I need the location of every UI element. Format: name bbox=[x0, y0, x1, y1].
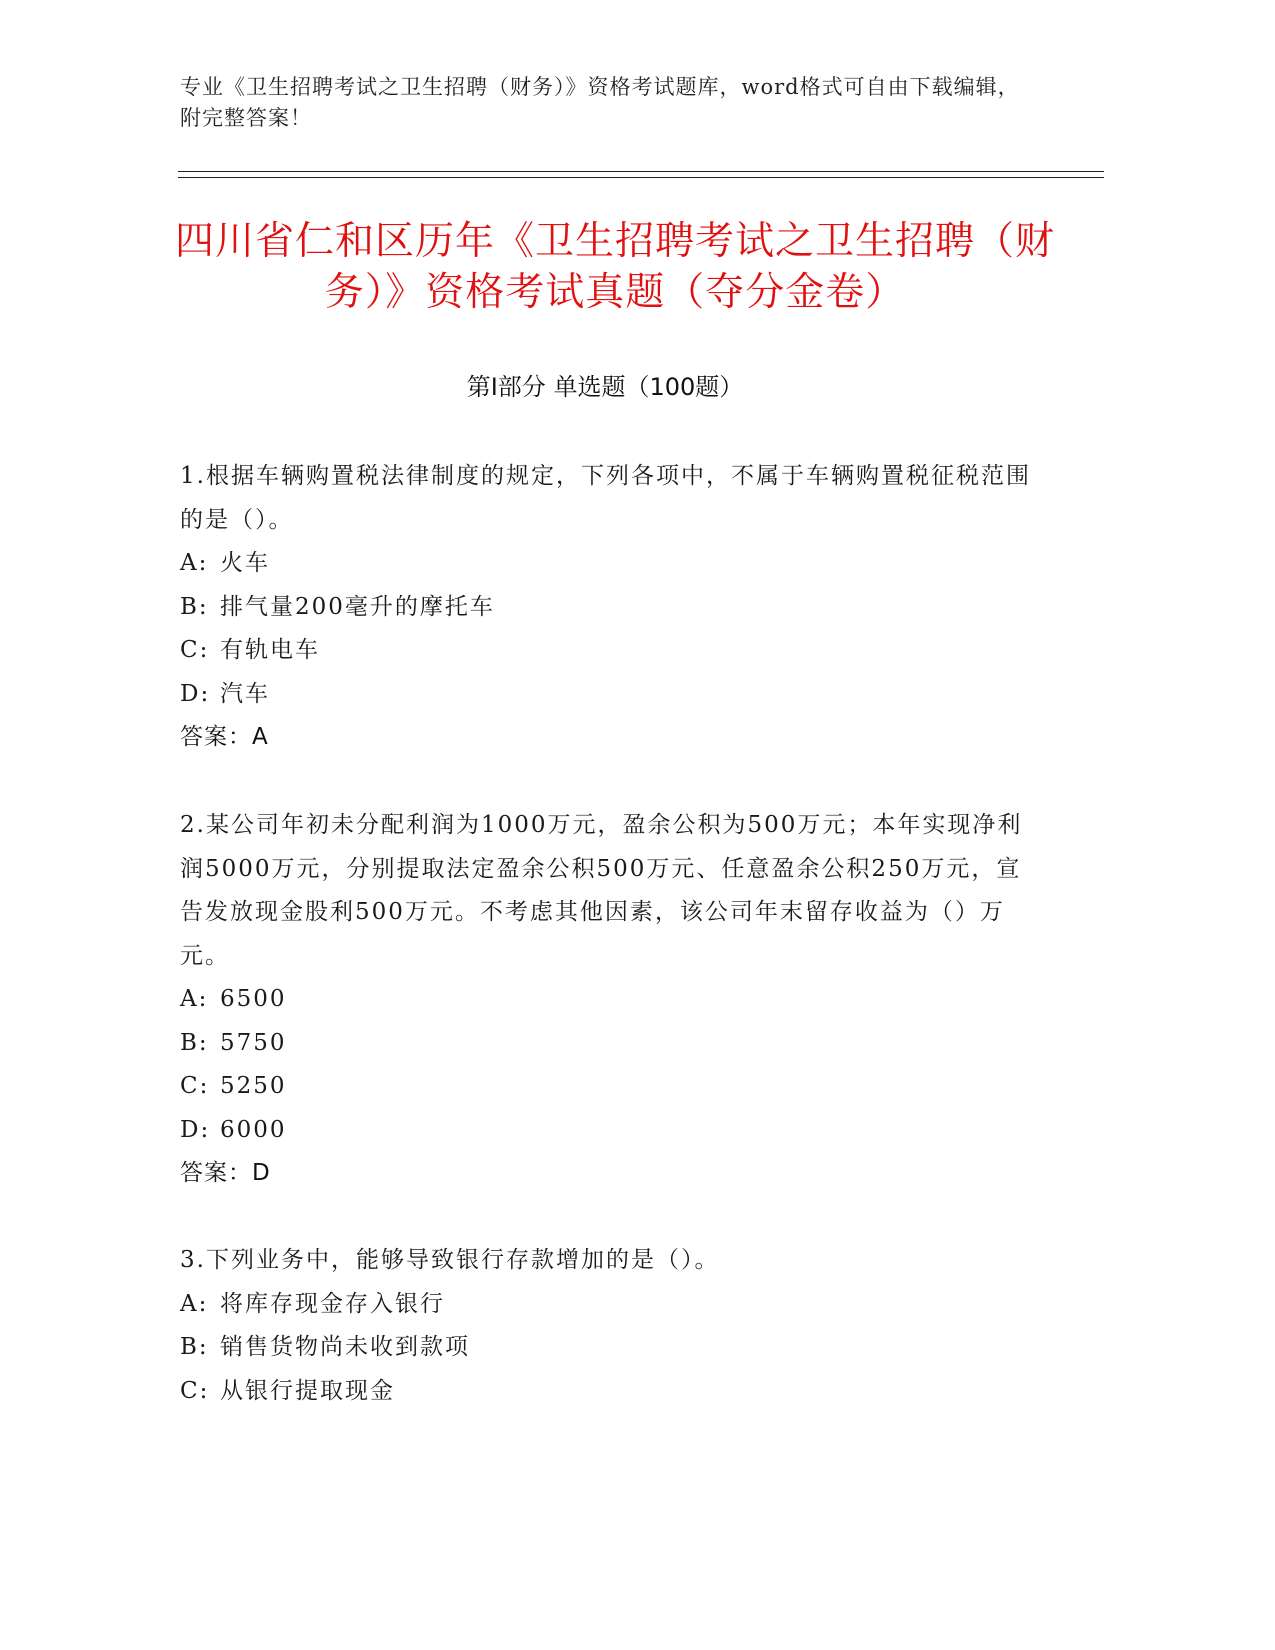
option-key: B: bbox=[180, 593, 209, 620]
option-text: 6500 bbox=[220, 986, 287, 1012]
option-b bbox=[180, 586, 1040, 630]
document-title: 四川省仁和区历年《卫生招聘考试之卫生招聘（财务）》资格考试真题（夺分金卷） bbox=[174, 219, 1055, 315]
option-b bbox=[180, 1326, 1040, 1370]
option-text: 销售货物尚未收到款项 bbox=[220, 1334, 470, 1360]
answer-line: 答案：D bbox=[180, 1160, 271, 1186]
option-text: 火车 bbox=[220, 550, 270, 576]
question-stem: 2.某公司年初未分配利润为1000万元，盈余公积为500万元；本年实现净利润5000万元，分别提取法定盈余公积500万元、任意盈余公积250万元，宣告发放现金股利500万元。不考虑其他因素，该公司年末留存收益为（）万元。 bbox=[180, 812, 1023, 969]
option-text: 6000 bbox=[220, 1116, 287, 1143]
answer-line: 答案：A bbox=[180, 724, 269, 750]
option-b bbox=[180, 1022, 1040, 1066]
option-text: 将库存现金存入银行 bbox=[220, 1290, 445, 1317]
question-2 bbox=[180, 804, 1040, 1196]
option-key: B: bbox=[180, 1029, 209, 1056]
option-key: D: bbox=[180, 1116, 211, 1143]
header-divider-bottom bbox=[178, 177, 1104, 178]
option-text: 有轨电车 bbox=[220, 637, 320, 663]
header-divider-top bbox=[178, 171, 1104, 172]
option-key: B: bbox=[180, 1334, 209, 1360]
option-key: A: bbox=[180, 550, 209, 576]
option-key: D: bbox=[180, 680, 211, 707]
option-text: 5250 bbox=[220, 1073, 287, 1099]
option-c bbox=[180, 1065, 1040, 1109]
question-3 bbox=[180, 1239, 1040, 1413]
question-stem: 3.下列业务中，能够导致银行存款增加的是（）。 bbox=[180, 1247, 720, 1273]
option-key: C: bbox=[180, 637, 210, 663]
option-a bbox=[180, 542, 1040, 586]
option-text: 排气量200毫升的摩托车 bbox=[220, 593, 495, 620]
option-a bbox=[180, 978, 1040, 1022]
option-key: C: bbox=[180, 1073, 210, 1099]
option-key: C: bbox=[180, 1377, 210, 1404]
question-stem: 1.根据车辆购置税法律制度的规定，下列各项中，不属于车辆购置税征税范围的是（）。 bbox=[180, 463, 1031, 533]
option-a bbox=[180, 1283, 1040, 1327]
option-text: 汽车 bbox=[220, 680, 270, 707]
option-text: 从银行提取现金 bbox=[220, 1377, 395, 1404]
header-note: 专业《卫生招聘考试之卫生招聘（财务）》资格考试题库，word格式可自由下载编辑，附完整答案！ bbox=[180, 75, 1020, 130]
question-1 bbox=[180, 455, 1040, 760]
section-heading: 第I部分 单选题（100题） bbox=[466, 373, 744, 401]
option-c bbox=[180, 1370, 1040, 1414]
option-key: A: bbox=[180, 1290, 209, 1317]
option-c bbox=[180, 629, 1040, 673]
option-key: A: bbox=[180, 986, 209, 1012]
option-text: 5750 bbox=[220, 1029, 287, 1056]
option-d bbox=[180, 1109, 1040, 1153]
option-d bbox=[180, 673, 1040, 717]
